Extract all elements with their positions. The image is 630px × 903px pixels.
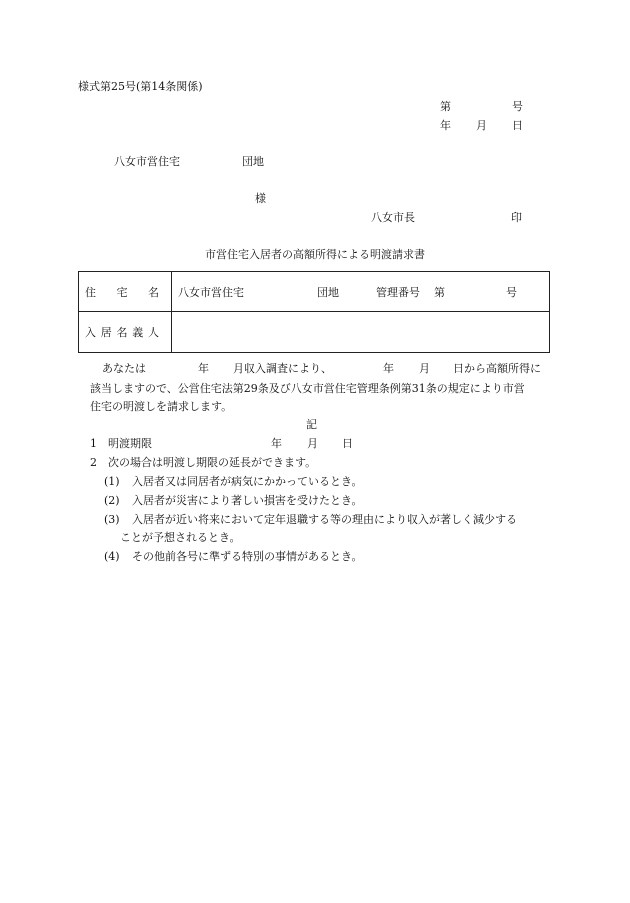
resident-row (79, 312, 550, 353)
sub-item-number: (1) (104, 475, 120, 488)
sub-item-text: 入居者が近い将来において定年退職する等の理由により収入が著しく減少する (132, 513, 517, 526)
body-day-from: 日から高額所得に (453, 362, 541, 375)
item-1-day: 日 (342, 437, 353, 450)
sub-item-number: (3) (104, 513, 120, 526)
doc-number-dai: 第 (440, 100, 451, 113)
resident-label-cell (79, 312, 172, 353)
housing-label-char: 住 (85, 285, 96, 299)
form-number: 様式第25号(第14条関係) (78, 80, 203, 93)
resident-label-char: 人 (148, 326, 159, 339)
item-1-label: 明渡期限 (108, 437, 152, 450)
date-month: 月 (476, 119, 487, 132)
management-number-dai: 第 (434, 286, 445, 299)
date-year: 年 (440, 119, 451, 132)
resident-value-cell (172, 312, 550, 353)
body-line-2: 該当しますので、公営住宅法第29条及び八女市営住宅管理条例第31条の規定により市営 (90, 382, 525, 395)
item-2-number: 2 (90, 456, 97, 469)
item-1-number: 1 (90, 437, 97, 450)
body-year: 年 (198, 362, 209, 375)
sub-item-text: その他前各号に準ずる特別の事情があるとき。 (132, 550, 363, 563)
resident-label-char: 居 (100, 326, 112, 339)
item-1-month: 月 (307, 437, 318, 450)
sender-title: 八女市長 (371, 211, 415, 224)
management-number-go: 号 (506, 286, 517, 299)
body-line-3: 住宅の明渡しを請求します。 (90, 400, 233, 413)
addressee-honorific: 様 (255, 192, 266, 205)
body-month-2: 月 (419, 362, 430, 375)
body-anata: あなたは (102, 362, 146, 375)
body-year-2: 年 (383, 362, 394, 375)
addressee-complex-suffix: 団地 (242, 155, 264, 168)
sub-item-text: 入居者が災害により著しい損害を受けたとき。 (132, 494, 363, 507)
ki-heading: 記 (306, 418, 317, 431)
housing-row (79, 272, 550, 312)
seal-mark: 印 (511, 211, 522, 224)
management-number-label: 管理番号 (376, 286, 420, 299)
resident-label-char: 名 (116, 326, 128, 339)
date-day: 日 (512, 119, 523, 132)
housing-name: 八女市営住宅 (178, 286, 244, 299)
resident-label-char: 入 (85, 326, 96, 339)
housing-label-char: 宅 (116, 285, 128, 299)
housing-value-cell (172, 272, 550, 312)
sub-item-number: (2) (104, 494, 120, 507)
housing-label-char: 名 (148, 285, 159, 299)
housing-danchi: 団地 (317, 286, 339, 299)
doc-number-go: 号 (512, 100, 523, 113)
sub-item-number: (4) (104, 550, 120, 563)
addressee-complex-prefix: 八女市営住宅 (114, 155, 180, 168)
resident-info-table (78, 271, 550, 353)
sub-item-text: 入居者又は同居者が病気にかかっているとき。 (132, 475, 363, 488)
item-1-year: 年 (271, 437, 282, 450)
document-title: 市営住宅入居者の高額所得による明渡請求書 (205, 248, 425, 261)
body-month-survey: 月収入調査により、 (233, 362, 332, 375)
resident-label-char: 義 (132, 326, 144, 339)
housing-label-cell (79, 272, 172, 312)
item-2-text: 次の場合は明渡し期限の延長ができます。 (108, 456, 317, 469)
sub-item-3-continuation: ことが予想されるとき。 (120, 531, 241, 544)
